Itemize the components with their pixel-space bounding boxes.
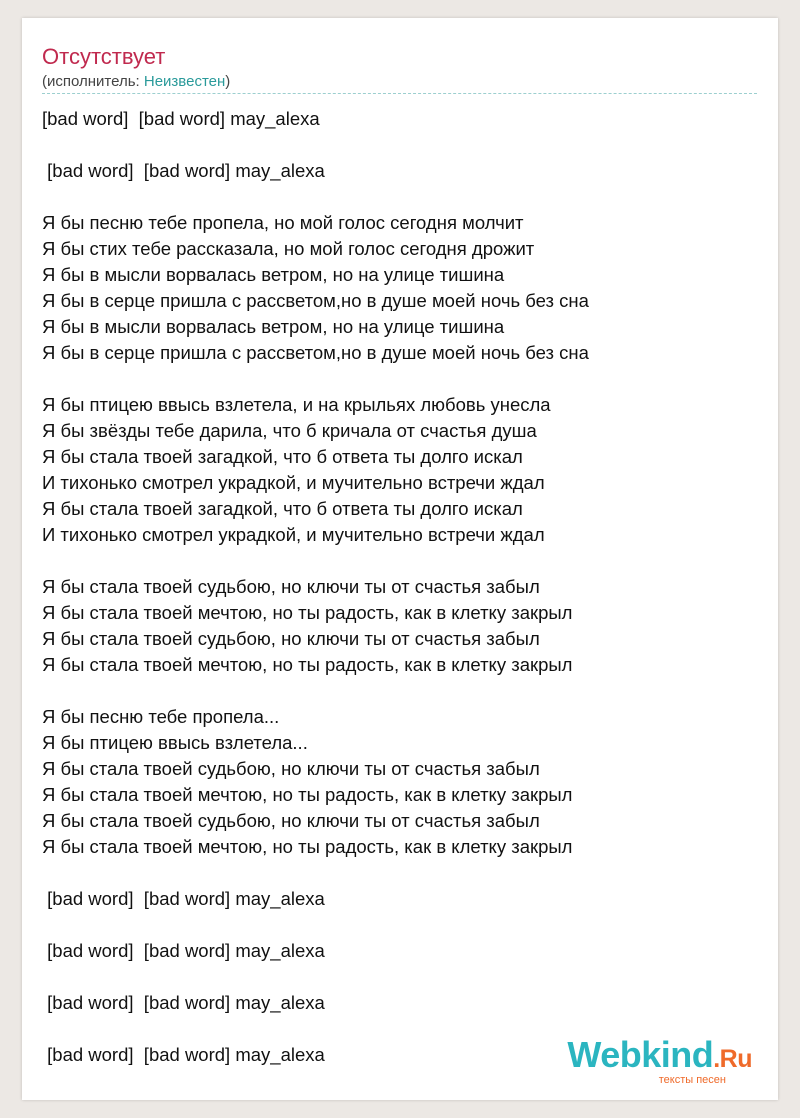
lyric-line: [bad word] [bad word] may_alexa	[42, 888, 325, 909]
artist-link[interactable]: Неизвестен	[143, 73, 226, 90]
lyric-line: Я бы птицею ввысь взлетела...	[42, 732, 308, 753]
lyric-line: Я бы стала твоей мечтою, но ты радость, как в клетку закрыл	[42, 602, 573, 623]
lyric-line	[42, 912, 589, 938]
lyrics-page	[22, 18, 778, 1100]
lyric-line	[42, 184, 589, 210]
header-divider	[42, 93, 757, 94]
artist-prefix: (исполнитель:	[42, 73, 144, 90]
lyric-line: [bad word] [bad word] may_alexa	[42, 940, 325, 961]
artist-suffix: )	[225, 73, 231, 90]
lyric-line	[42, 366, 589, 392]
lyric-line	[42, 1016, 589, 1042]
lyric-line	[42, 548, 589, 574]
lyric-line: Я бы в серце пришла с рассветом,но в душе моей ночь без сна	[42, 342, 589, 363]
logo-name: Webkind	[567, 1034, 714, 1075]
lyrics-text	[42, 106, 589, 1068]
artist-line	[42, 73, 230, 91]
site-logo[interactable]	[567, 1036, 752, 1086]
lyric-line: [bad word] [bad word] may_alexa	[42, 992, 325, 1013]
lyric-line: Я бы стала твоей судьбою, но ключи ты от счастья забыл	[42, 628, 540, 649]
lyric-line: И тихонько смотрел украдкой, и мучительно встречи ждал	[42, 472, 545, 493]
lyric-line: [bad word] [bad word] may_alexa	[42, 108, 320, 129]
lyric-line: [bad word] [bad word] may_alexa	[42, 160, 325, 181]
lyric-line: Я бы стих тебе рассказала, но мой голос сегодня дрожит	[42, 238, 535, 259]
lyric-line: Я бы стала твоей судьбою, но ключи ты от счастья забыл	[42, 758, 540, 779]
lyric-line: Я бы стала твоей судьбою, но ключи ты от счастья забыл	[42, 810, 540, 831]
lyric-line: Я бы стала твоей судьбою, но ключи ты от счастья забыл	[42, 576, 540, 597]
lyric-line: И тихонько смотрел украдкой, и мучительно встречи ждал	[42, 524, 545, 545]
song-title: Отсутствует	[42, 44, 166, 69]
lyric-line	[42, 678, 589, 704]
lyric-line: Я бы стала твоей мечтою, но ты радость, как в клетку закрыл	[42, 836, 573, 857]
lyric-line: Я бы стала твоей загадкой, что б ответа ты долго искал	[42, 498, 523, 519]
lyric-line: Я бы песню тебе пропела...	[42, 706, 280, 727]
lyric-line: Я бы стала твоей мечтою, но ты радость, как в клетку закрыл	[42, 654, 573, 675]
lyric-line: Я бы стала твоей загадкой, что б ответа ты долго искал	[42, 446, 523, 467]
lyric-line: [bad word] [bad word] may_alexa	[42, 1044, 325, 1065]
lyric-line	[42, 860, 589, 886]
lyric-line: Я бы в серце пришла с рассветом,но в душе моей ночь без сна	[42, 290, 589, 311]
lyric-line: Я бы стала твоей мечтою, но ты радость, как в клетку закрыл	[42, 784, 573, 805]
lyric-line: Я бы в мысли ворвалась ветром, но на улице тишина	[42, 264, 505, 285]
lyric-line: Я бы звёзды тебе дарила, что б кричала от счастья душа	[42, 420, 537, 441]
lyric-line: Я бы птицею ввысь взлетела, и на крыльях любовь унесла	[42, 394, 551, 415]
logo-tagline: тексты песен	[658, 1074, 726, 1086]
lyric-line	[42, 964, 589, 990]
lyric-line: Я бы песню тебе пропела, но мой голос сегодня молчит	[42, 212, 524, 233]
lyric-line: Я бы в мысли ворвалась ветром, но на улице тишина	[42, 316, 505, 337]
lyric-line	[42, 132, 589, 158]
logo-tld: .Ru	[713, 1045, 752, 1073]
